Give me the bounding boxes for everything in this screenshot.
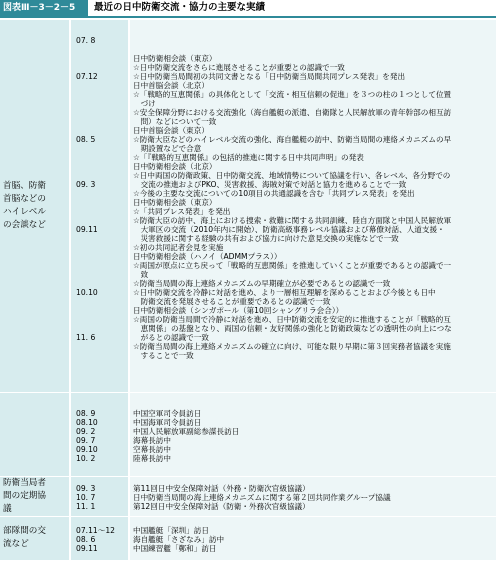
event-line: ☆「戦略的互恵関係」の具体化として「交流・相互信頼の促進」を３つの柱の１つとして位置 — [133, 90, 452, 100]
event-line: 大軍区の交流（2010年内に開始）、防衛高級事務レベル協議および幕僚対話、人道支援・ — [133, 225, 445, 235]
event-date: 07. 8 — [76, 36, 96, 46]
event-line: ☆両国が原点に立ち戻って「戦略的互恵関係」を推進していくことが重要であるとの認識で一 — [133, 261, 452, 271]
event-date: 07.12 — [76, 72, 98, 82]
event-date — [76, 81, 128, 90]
event-date — [76, 252, 128, 261]
event-line: 防衛交流を発展させることが重要であるとの認識で一致 — [133, 297, 331, 307]
event-line: 中国人民解放軍副総参謀長訪日 — [133, 426, 240, 436]
event-line: 日中首脳会談（北京） — [133, 81, 209, 91]
date-cell — [70, 20, 129, 392]
event-line: ☆日中防衛交流をさらに進展させることが重要との認識で一致 — [133, 63, 345, 73]
event-line: ☆防衛当局間の海上連絡メカニズムの確立に向け、可能な限り早期に第３回実務者協議を実施 — [133, 342, 451, 352]
event-date — [76, 171, 128, 180]
category-line: 間の定期協 — [3, 490, 46, 501]
date-cell — [70, 476, 129, 516]
event-line: ☆初の共同記者会見を実施 — [133, 243, 224, 253]
event-date — [76, 45, 128, 54]
event-line: 海幕長訪中 — [133, 435, 171, 445]
event-date — [76, 108, 128, 117]
event-cell — [129, 20, 496, 392]
event-date: 08. 5 — [76, 135, 96, 145]
event-date — [76, 162, 128, 171]
event-date — [76, 324, 128, 333]
event-line: 陸幕長訪中 — [133, 453, 171, 463]
section-row — [0, 516, 496, 560]
event-date: 09. 3 — [76, 180, 96, 190]
event-line: 日中防衛相会談（シンガポール（第10回シャングリラ会合）） — [133, 306, 344, 316]
category-line: の会談など — [3, 219, 46, 230]
event-cell — [129, 516, 496, 560]
event-date — [76, 90, 128, 99]
event-date — [76, 63, 128, 72]
event-date — [76, 351, 128, 360]
category-line: 部隊間の交 — [3, 526, 46, 536]
category-line — [3, 428, 69, 441]
event-line: 中国練習艦「鄭和」訪日 — [133, 544, 217, 553]
event-date — [76, 306, 128, 315]
event-line: ☆防衛大臣などのハイレベル交流の強化、海自艦艇の訪中、防衛当局間の連絡メカニズムの早 — [133, 135, 452, 145]
event-line: 災害救援に関する経験の共有および協力に向けた意見交換の実施などで一致 — [133, 234, 399, 244]
event-cell — [129, 392, 496, 476]
event-line: がるとの認識で一致 — [133, 333, 209, 343]
event-date — [76, 189, 128, 198]
event-date — [76, 117, 128, 126]
event-date — [76, 360, 128, 369]
event-date — [76, 198, 128, 207]
event-line: ☆防衛当局間の海上連絡メカニズムの早期確立が必要であるとの認識で一致 — [133, 279, 391, 289]
event-date: 07.11～12 — [76, 526, 115, 535]
event-date — [76, 243, 128, 252]
event-line: 日中防衛相会談（北京） — [133, 162, 217, 172]
category-cell — [0, 516, 70, 560]
event-line: 海自艦艇「さざなみ」訪中 — [133, 535, 225, 544]
event-date — [76, 126, 128, 135]
event-date: 10. 2 — [76, 453, 96, 463]
event-line: 日中防衛相会談（ハノイ（ADMMプラス）） — [133, 252, 282, 262]
category-cell — [0, 476, 70, 516]
event-line: 中国艦艇「深圳」訪日 — [133, 526, 209, 535]
event-line: 日中防衛当局間の海上連絡メカニズムに関する第２回共同作業グループ協議 — [133, 493, 391, 502]
event-date — [76, 99, 128, 108]
event-line: 期設置などで合意 — [133, 144, 202, 154]
event-line: 日中防衛相会談（東京） — [133, 54, 217, 64]
exchange-table — [0, 20, 496, 561]
event-date — [76, 297, 128, 306]
event-date: 09. 2 — [76, 426, 96, 436]
date-cell — [70, 392, 129, 476]
event-line: ☆「『戦略的互恵関係』の包括的推進に関する日中共同声明」の発表 — [133, 153, 364, 163]
event-line: ☆今後の主要な交流についての10項目の共通認識を含む「共同プレス発表」を発出 — [133, 189, 415, 199]
category-line: 首脳、防衛 — [3, 180, 46, 191]
event-line: ☆日中両国の防衛政策、日中防衛交流、地域情勢について協議を行い、各レベル、各分野での — [133, 171, 451, 181]
event-date: 10. 7 — [76, 493, 96, 502]
event-line: 日中防衛相会談（東京） — [133, 198, 217, 208]
event-date: 09.11 — [76, 544, 98, 553]
event-date — [76, 144, 128, 153]
category-line: 首脳などの — [3, 193, 46, 204]
event-date: 09.10 — [76, 444, 98, 454]
event-line: ☆「共同プレス発表」を発出 — [133, 207, 231, 217]
event-date: 08.10 — [76, 417, 98, 427]
event-date: 09. 7 — [76, 435, 96, 445]
event-line: 第12回日中安全保障対話（防衛・外務次官級協議） — [133, 502, 310, 511]
figure-header — [0, 0, 496, 18]
event-date — [76, 315, 128, 324]
event-date: 08. 9 — [76, 408, 96, 418]
category-line: 議 — [3, 503, 12, 514]
event-line: 空幕長訪中 — [133, 444, 171, 454]
event-date: 09. 3 — [76, 484, 96, 493]
event-line: ☆安全保障分野における交流強化（海自艦艇の派遣、自衛隊と人民解放軍の青年幹部の相互訪 — [133, 108, 452, 118]
event-line: 日中首脳会談（東京） — [133, 126, 209, 136]
event-date: 08. 6 — [76, 535, 96, 544]
category-line: 防衛当局者 — [3, 477, 46, 488]
event-line: づけ — [133, 99, 156, 109]
event-date: 11. 6 — [76, 333, 96, 343]
event-line: することで一致 — [133, 351, 194, 361]
figure-title: 最近の日中防衛交流・協力の主要な実績 — [94, 2, 266, 13]
event-date — [76, 279, 128, 288]
figure-label: 図表Ⅲ－3－2－5 — [0, 0, 88, 16]
event-date — [76, 369, 128, 378]
event-date — [76, 54, 128, 63]
event-date — [76, 153, 128, 162]
category-line: ハイレベル — [3, 206, 46, 217]
event-line: ☆防衛大臣の訪中、海上における捜索・救難に関する共同訓練、陸自方面隊と中国人民解放軍 — [133, 216, 452, 226]
event-line: 問）などについて一致 — [133, 117, 217, 127]
section-row — [0, 476, 496, 516]
event-line: 第11回日中安全保障対話（外務・防衛次官級協議） — [133, 484, 310, 493]
event-date: 11. 1 — [76, 502, 96, 511]
section-row — [0, 392, 496, 476]
event-date: 10.10 — [76, 288, 98, 298]
event-line: 中国空軍司令員訪日 — [133, 408, 202, 418]
event-date — [76, 207, 128, 216]
category-cell — [0, 392, 70, 476]
event-date — [76, 261, 128, 270]
event-line: 中国海軍司令員訪日 — [133, 417, 202, 427]
event-line: 恵関係」の基盤となり、両国の信頼・友好関係の強化と防衛政策などの透明性の向上につな — [133, 324, 452, 334]
event-cell — [129, 476, 496, 516]
event-date: 09.11 — [76, 225, 98, 235]
event-line: 交流の推進およびPKO、災害救援、海賊対策で対話と協力を進めることで一致 — [133, 180, 407, 190]
event-date — [76, 216, 128, 225]
event-date — [76, 270, 128, 279]
event-date — [76, 342, 128, 351]
event-date — [76, 234, 128, 243]
date-cell — [70, 516, 129, 560]
event-line: ☆両国の防衛当局間で冷静に対話を進め、日中防衛交流を安定的に推進することが「戦略的互 — [133, 315, 451, 325]
event-line: 致 — [133, 270, 149, 280]
event-line: ☆日中防衛当局間初の共同文書となる「日中防衛当局間共同プレス発表」を発出 — [133, 72, 406, 82]
category-line: 流など — [3, 539, 29, 549]
section-row — [0, 20, 496, 392]
category-cell — [0, 20, 70, 392]
event-line: ☆日中防衛交流を冷静に対話を進め、より一層相互理解を深めることおよび今後とも日中 — [133, 288, 436, 298]
